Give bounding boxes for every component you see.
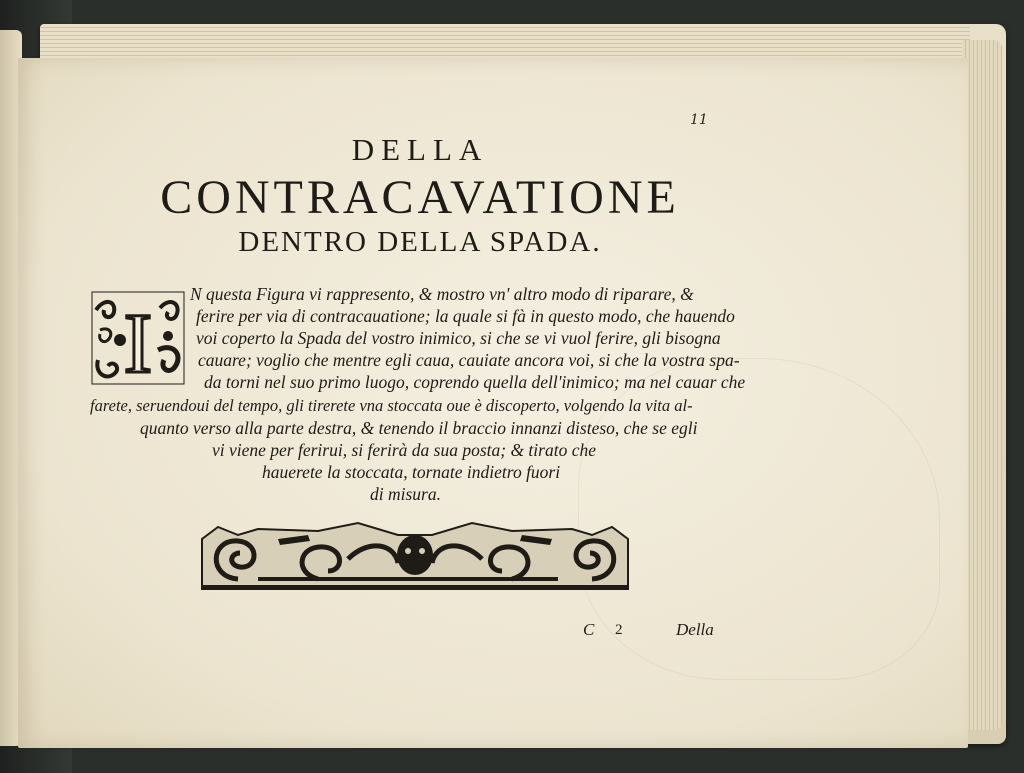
ornamental-initial-I-icon — [90, 290, 186, 386]
body-line-6: farete, seruendoui del tempo, gli tirerete vna stoccata oue è discoperto, volgendo la vita al- — [90, 396, 693, 415]
body-line-1: N questa Figura vi rappresento, & mostro vn' altro modo di riparare, & — [190, 284, 694, 304]
title-line-1: DELLA — [351, 132, 489, 167]
initial-letter: I — [123, 295, 153, 386]
body-line-8: vi viene per ferirui, si ferirà da sua posta; & tirato che — [212, 440, 596, 460]
decorative-tailpiece-icon — [198, 519, 632, 593]
signature-mark: C — [583, 620, 595, 639]
body-line-4: cauare; voglio che mentre egli caua, cauiate ancora voi, si che la vostra spa- — [198, 350, 740, 370]
body-line-7: quanto verso alla parte destra, & tenendo il braccio innanzi disteso, che se egli — [140, 418, 698, 438]
body-line-5: da torni nel suo primo luogo, coprendo quella dell'inimico; ma nel cauar che — [204, 372, 746, 392]
body-line-3: voi coperto la Spada del vostro inimico, si che se vi vuol ferire, gli bisogna — [196, 328, 721, 348]
title-line-3: DENTRO DELLA SPADA. — [238, 226, 602, 258]
page-edges-right — [962, 40, 1002, 730]
catchword: Della — [676, 620, 714, 639]
signature-number: 2 — [615, 622, 623, 638]
body-line-9: hauerete la stoccata, tornate indietro fuori — [262, 462, 561, 482]
title-line-2: CONTRACAVATIONE — [160, 171, 680, 224]
page-number: 11 — [690, 112, 708, 128]
body-line-10: di misura. — [370, 484, 441, 504]
body-line-2: ferire per via di contracauatione; la quale si fà in questo modo, che hauendo — [196, 306, 735, 326]
